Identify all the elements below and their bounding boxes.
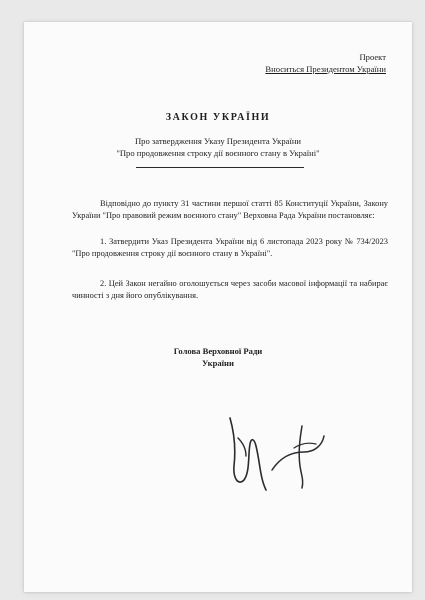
item-1-paragraph: 1. Затвердити Указ Президента України від 6 листопада 2023 року № 734/2023 "Про продовження строку дії воєнного стану в Україні". (72, 237, 388, 258)
signatory-title-line-2: України (202, 358, 234, 368)
intro-paragraph: Відповідно до пункту 31 частини першої статті 85 Конституції України, Закону України "Про правовий режим воєнного стану" Верховна Рада України постановляє: (72, 199, 388, 220)
signatory-title-line-1: Голова Верховної Ради (173, 346, 263, 356)
subtitle-line-2: "Про продовження строку дії воєнного стану в Україні" (116, 148, 320, 158)
title-divider (136, 167, 304, 168)
document-title: ЗАКОН УКРАЇНИ (165, 112, 271, 123)
submitted-by: Вноситься Президентом України (265, 64, 386, 74)
document-page (24, 22, 412, 592)
handwritten-signature (220, 408, 330, 500)
subtitle-line-1: Про затвердження Указу Президента України (134, 136, 302, 146)
item-2-paragraph: 2. Цей Закон негайно оголошується через засоби масової інформації та набирає чинності з дня його опублікування. (72, 279, 388, 300)
project-label: Проект (359, 52, 386, 62)
